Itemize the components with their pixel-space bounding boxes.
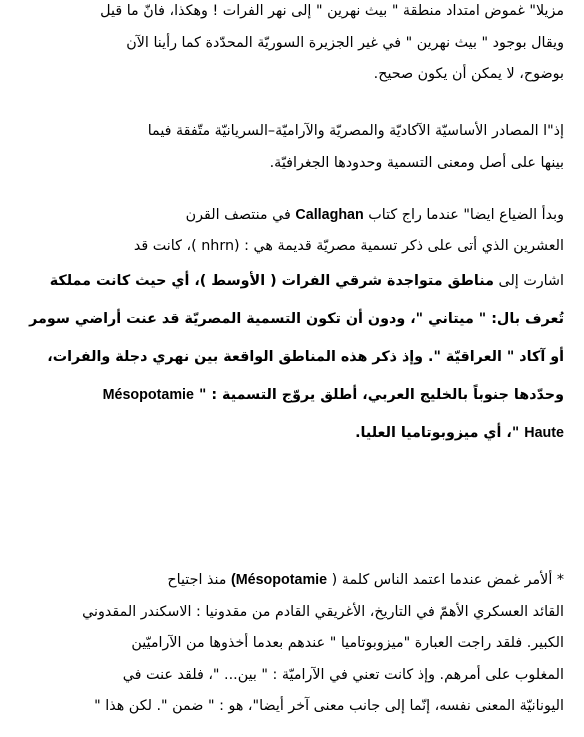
text-line xyxy=(18,200,564,231)
text-line: القائد العسكري الأهمّ في التاريخ، الأغريقي القادم من مقدونيا : الاسكندر المقدوني xyxy=(82,603,564,620)
text-line: بوضوح، لا يمكن أن يكون صحيح. xyxy=(373,66,564,82)
text-line: إذ"ا المصادر الأساسيّة الآكاديّة والمصريّة والآراميّة–السريانيّة متّفقة فيما xyxy=(147,123,564,139)
text-line xyxy=(18,376,564,414)
text-line: أو آكاد " العراقيّة ". وإذ ذكر هذه المناطق الواقعة بين نهري دجلة والفرات، xyxy=(47,349,564,365)
text-span: وبدأ الضياع ايضا" عندما راج كتاب xyxy=(368,207,564,223)
latin-term: Haute xyxy=(524,425,564,441)
latin-term: Mésopotamie xyxy=(102,387,194,403)
paragraph xyxy=(18,565,564,723)
paragraph xyxy=(18,200,564,452)
text-line: تُعرف بال: " ميتاني "، ودون أن تكون التسمية المصريّة قد عنت أراضي سومر xyxy=(29,311,564,327)
bold-text: مناطق متواجدة شرقي الفرات ( الأوسط )، أي حيث كانت مملكة xyxy=(49,273,494,289)
text-span: في منتصف القرن xyxy=(185,207,291,223)
text-span: منذ اجتياح xyxy=(167,572,227,588)
paragraph xyxy=(18,116,564,179)
text-span: وحدّدها جنوباً بالخليج العربي، أطلق يروّج التسمية : " xyxy=(198,387,564,403)
text-span: * ألأمر غمض عندما اعتمد الناس كلمة ( xyxy=(331,572,564,588)
text-span: اشارت إلى xyxy=(498,273,564,289)
text-line: المغلوب على أمرهم. وإذ كانت تعني في الآراميّة : " بين... "، فلقد عنت في xyxy=(122,666,564,683)
text-line xyxy=(18,262,564,300)
text-line xyxy=(18,565,564,597)
text-line xyxy=(18,414,564,452)
text-span: "، أي ميزوبوتاميا العليا. xyxy=(355,425,520,441)
author-name: Callaghan xyxy=(295,207,364,223)
text-line: بينها على أصل ومعنى التسمية وحدودها الجغرافيّة. xyxy=(269,154,564,171)
paragraph xyxy=(18,0,564,91)
latin-term: Mésopotamie) xyxy=(230,572,328,588)
text-line: مزيلا" غموض امتداد منطقة " بيث نهرين " إلى نهر الفرات ! وهكذا، فانّ ما قيل xyxy=(100,3,564,19)
text-line: ويقال بوجود " بيث نهرين " في غير الجزيرة السوريّة المحدّدة كما رأينا الآن xyxy=(126,34,564,51)
text-line: الكبير. فلقد راجت العبارة "ميزوبوتاميا " عندهم بعدما أخذوها من الآراميّين xyxy=(131,635,564,651)
text-line: العشرين الذي أتى على ذكر تسمية مصريّة قديمة هي : (nhrn )، كانت قد xyxy=(133,238,564,254)
text-line: اليونانيّة المعنى نفسه، إنّما إلى جانب معنى آخر أيضا"، هو : " ضمن ". لكن هذا " xyxy=(94,698,564,714)
